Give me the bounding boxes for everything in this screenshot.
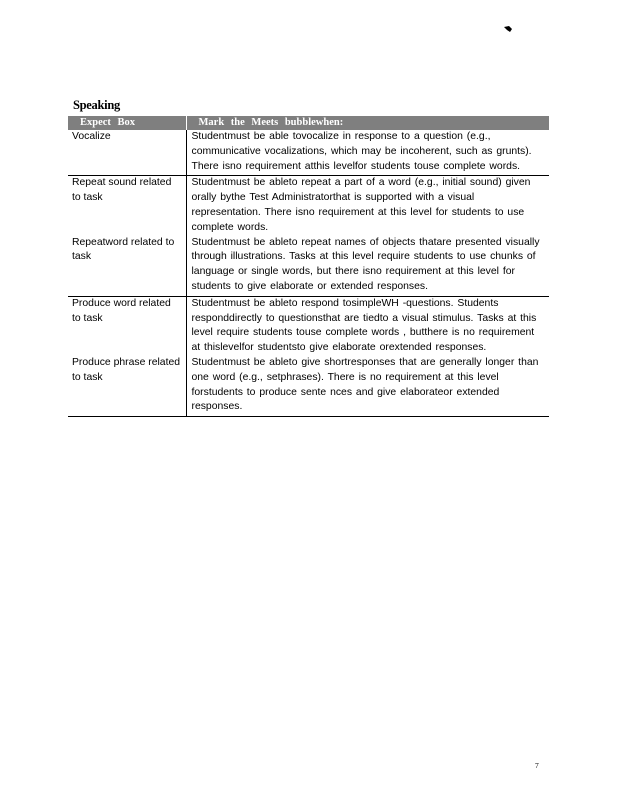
table-row xyxy=(68,356,549,417)
level-description: Studentmust be ableto give shortresponses that are generally longer than one word (e.g., setphrases). There is no requirement at this level forstudents to produce sente nces and give elaborateor extended responses. xyxy=(186,356,549,417)
level-label: Vocalize xyxy=(68,130,186,176)
header-expect-box: Expect Box xyxy=(68,116,186,130)
header-meets-criteria: Mark the Meets bubblewhen: xyxy=(186,116,549,130)
rubric-table xyxy=(68,116,549,417)
level-description: Studentmust be ableto respond tosimpleWH -questions. Students responddirectly to questionsthat are tiedto a visual stimulus. Tasks at this level require students touse complete words , butthere is no requirement at thislevelfor studentsto give elaborate orextended responses. xyxy=(191,297,537,354)
level-description: Studentmust be ableto repeat names of objects thatare presented visually through illustrations. Tasks at this level require students to use chunks of language or single words, but there isno requirement at this level for students to give elaborate or extended responses. xyxy=(186,236,549,297)
level-description: Studentmust be able tovocalize in response to a question (e.g., communicative vocalizations, which may be incoherent, such as grunts). There isno requirement atthis levelfor students touse complete words. xyxy=(186,130,549,176)
level-description: Studentmust be ableto repeat a part of a word (e.g., initial sound) given orally bythe Test Administratorthat is supported with a visual representation. There isno requirement at this level for students to use complete words. xyxy=(191,177,531,233)
table-row xyxy=(68,296,549,356)
level-label: Produce word related to task xyxy=(68,296,186,356)
table-row xyxy=(68,236,549,297)
level-label: Repeat sound related to task xyxy=(68,176,186,236)
table-header-row xyxy=(68,116,549,130)
page-number: 7 xyxy=(535,761,539,770)
corner-mark-icon xyxy=(504,26,513,33)
level-label: Produce phrase related to task xyxy=(68,356,186,417)
table-row xyxy=(68,130,549,176)
table-row xyxy=(68,176,549,236)
level-label: Repeatword related to task xyxy=(68,236,186,297)
section-title: Speaking xyxy=(73,98,120,112)
